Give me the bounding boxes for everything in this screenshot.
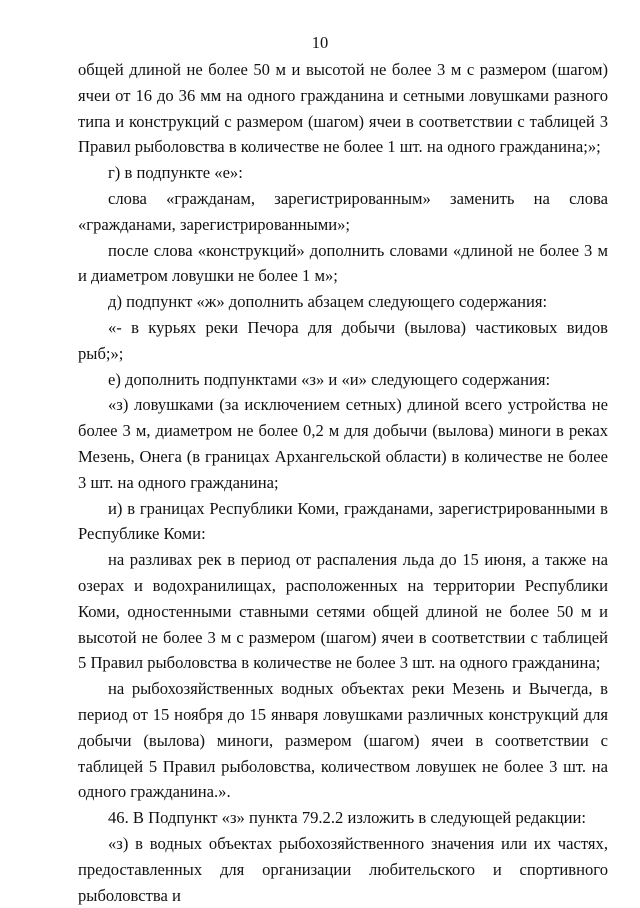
paragraph-11: на рыбохозяйственных водных объектах реки Мезень и Вычегда, в период от 15 ноября до 15 января ловушками различных конструкций для добычи (вылова) миноги, размером (шагом) ячеи в соответствии с таблицей 5 Правил рыболовства, количеством ловушек не более 3 шт. на одного гражданина.». [78, 679, 608, 802]
paragraph-9: и) в границах Республики Коми, гражданами, зарегистрированными в Республике Коми: [78, 498, 608, 544]
paragraph-10: на разливах рек в период от распаления льда до 15 июня, а также на озерах и водохранилищах, расположенных на территории Республики Коми, одностенными ставными сетями общей длиной не более 50 м и высотой не более 3 м с размером (шагом) ячеи в соответствии с таблицей 5 Правил рыболовства в количестве не более 3 шт. на одного гражданина; [78, 550, 608, 673]
paragraph-8: «з) ловушками (за исключением сетных) длиной всего устройства не более 3 м, диаметром не более 0,2 м для добычи (вылова) миноги в реках Мезень, Онега (в границах Архангельской области) в количестве не более 3 шт. на одного гражданина; [78, 395, 608, 492]
paragraph-7: е) дополнить подпунктами «з» и «и» следующего содержания: [108, 369, 551, 389]
paragraph-5: д) подпункт «ж» дополнить абзацем следующего содержания: [108, 292, 548, 312]
paragraph-4: после слова «конструкций» дополнить словами «длиной не более 3 м и диаметром ловушки не более 1 м»; [78, 240, 608, 286]
paragraph-3: слова «гражданам, зарегистрированным» заменить на слова «гражданами, зарегистрированными»; [78, 188, 608, 234]
document-body [78, 57, 608, 908]
paragraph-12: 46. В Подпункт «з» пункта 79.2.2 изложить в следующей редакции: [108, 808, 587, 828]
paragraph-1: общей длиной не более 50 м и высотой не более 3 м с размером (шагом) ячеи от 16 до 36 мм на одного гражданина и сетными ловушками разного типа и конструкций с размером (шагом) ячеи в соответствии с таблицей 3 Правил рыболовства в количестве не более 1 шт. на одного гражданина;»; [78, 60, 608, 157]
paragraph-2: г) в подпункте «е»: [108, 163, 243, 183]
paragraph-13: «з) в водных объектах рыбохозяйственного значения или их частях, предоставленных для организации любительского и спортивного рыболовства и [78, 833, 608, 905]
page-number: 10 [311, 33, 329, 52]
paragraph-6: «- в курьях реки Печора для добычи (вылова) частиковых видов рыб;»; [78, 317, 608, 363]
